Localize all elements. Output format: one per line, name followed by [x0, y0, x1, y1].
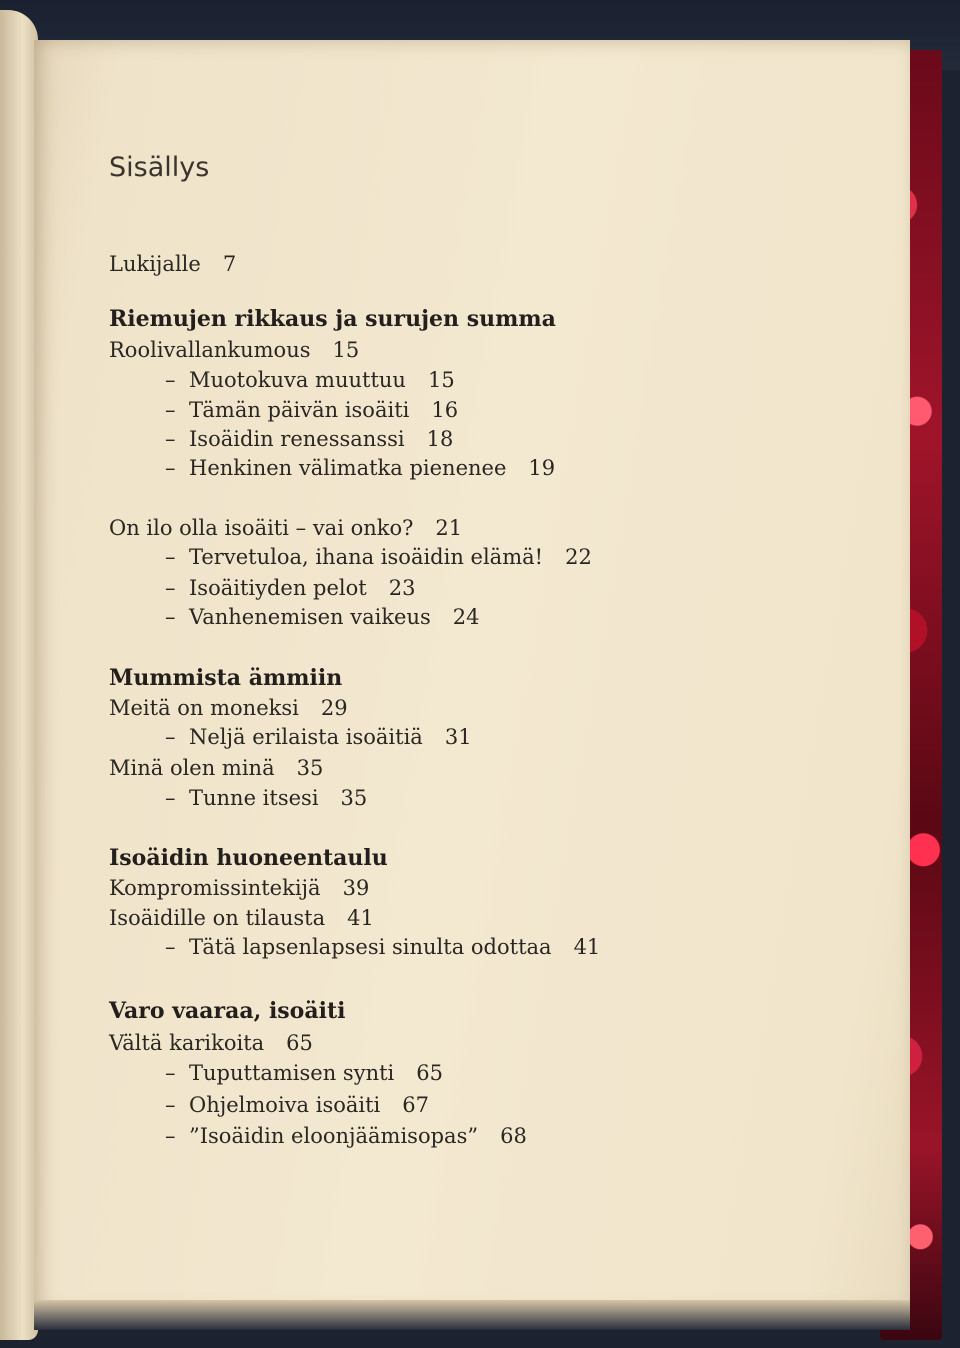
- toc-entry: [109, 906, 374, 930]
- toc-subentry: [165, 605, 480, 629]
- entry-page: 23: [388, 576, 416, 600]
- entry-text: Neljä erilaista isoäitiä: [189, 725, 423, 749]
- toc-subentry: [165, 1093, 429, 1117]
- toc-entry: [109, 876, 369, 900]
- entry-page: 65: [286, 1031, 313, 1055]
- dash: –: [165, 576, 176, 600]
- dash: –: [165, 545, 176, 569]
- entry-text: Tuputtamisen synti: [189, 1061, 395, 1085]
- section-heading: Mummista ämmiin: [109, 665, 343, 691]
- dash: –: [165, 725, 176, 749]
- dash: –: [165, 427, 176, 451]
- toc-subentry: [165, 1124, 527, 1148]
- entry-page: 18: [426, 427, 454, 451]
- entry-page: 41: [573, 935, 601, 959]
- toc-subentry: [165, 786, 367, 810]
- entry-page: 15: [427, 368, 455, 392]
- left-page-edge: [0, 10, 38, 1340]
- entry-page: 31: [444, 725, 472, 749]
- entry-text: Roolivallankumous: [109, 338, 311, 362]
- entry-text: Henkinen välimatka pienenee: [189, 456, 507, 480]
- entry-text: Kompromissintekijä: [109, 876, 321, 900]
- entry-page: 15: [332, 338, 360, 362]
- dash: –: [165, 456, 176, 480]
- dash: –: [165, 1124, 176, 1148]
- entry-text: Isoäidin renessanssi: [189, 427, 405, 451]
- entry-page: 29: [320, 696, 348, 720]
- dash: –: [165, 1061, 176, 1085]
- entry-text: Lukijalle: [109, 252, 201, 276]
- toc-entry: [109, 756, 323, 780]
- entry-page: 35: [340, 786, 368, 810]
- dash: –: [165, 1093, 176, 1117]
- dash: –: [165, 368, 176, 392]
- toc-entry: [109, 696, 348, 720]
- toc-subentry: [165, 456, 555, 480]
- entry-page: 39: [342, 876, 370, 900]
- entry-text: On ilo olla isoäiti – vai onko?: [109, 516, 414, 540]
- entry-page: 7: [222, 252, 237, 276]
- entry-text: Tervetuloa, ihana isoäidin elämä!: [189, 545, 544, 569]
- entry-page: 21: [435, 516, 463, 540]
- entry-page: 67: [402, 1093, 429, 1117]
- entry-text: Ohjelmoiva isoäiti: [189, 1093, 381, 1117]
- entry-text: ”Isoäidin eloonjäämisopas”: [189, 1124, 479, 1148]
- toc-subentry: [165, 935, 600, 959]
- section-heading: Isoäidin huoneentaulu: [109, 845, 388, 871]
- dash: –: [165, 398, 176, 422]
- toc-entry: [109, 252, 236, 276]
- entry-text: Meitä on moneksi: [109, 696, 299, 720]
- entry-page: 16: [431, 398, 459, 422]
- dash: –: [165, 605, 176, 629]
- dash: –: [165, 786, 176, 810]
- entry-text: Tunne itsesi: [189, 786, 319, 810]
- entry-page: 19: [528, 456, 556, 480]
- entry-text: Isoäitiyden pelot: [189, 576, 367, 600]
- entry-text: Minä olen minä: [109, 756, 275, 780]
- toc-subentry: [165, 427, 453, 451]
- entry-page: 22: [565, 545, 592, 569]
- section-heading: Riemujen rikkaus ja surujen summa: [109, 306, 556, 332]
- entry-page: 41: [347, 906, 374, 930]
- toc-subentry: [165, 576, 415, 600]
- toc-entry: [109, 338, 359, 362]
- entry-text: Tämän päivän isoäiti: [189, 398, 410, 422]
- toc-subentry: [165, 545, 592, 569]
- entry-page: 68: [500, 1124, 527, 1148]
- toc-subentry: [165, 725, 472, 749]
- section-heading: Varo vaaraa, isoäiti: [109, 998, 346, 1024]
- entry-page: 65: [416, 1061, 443, 1085]
- entry-text: Isoäidille on tilausta: [109, 906, 326, 930]
- toc-subentry: [165, 1061, 443, 1085]
- entry-text: Vanhenemisen vaikeus: [189, 605, 431, 629]
- page-shadow: [34, 1300, 910, 1330]
- entry-page: 35: [296, 756, 324, 780]
- toc-subentry: [165, 398, 458, 422]
- entry-page: 24: [452, 605, 480, 629]
- entry-text: Vältä karikoita: [109, 1031, 265, 1055]
- dash: –: [165, 935, 176, 959]
- toc-subentry: [165, 368, 455, 392]
- entry-text: Tätä lapsenlapsesi sinulta odottaa: [189, 935, 552, 959]
- toc-entry: [109, 516, 462, 540]
- toc-entry: [109, 1031, 313, 1055]
- page-title: Sisällys: [109, 152, 210, 183]
- entry-text: Muotokuva muuttuu: [189, 368, 406, 392]
